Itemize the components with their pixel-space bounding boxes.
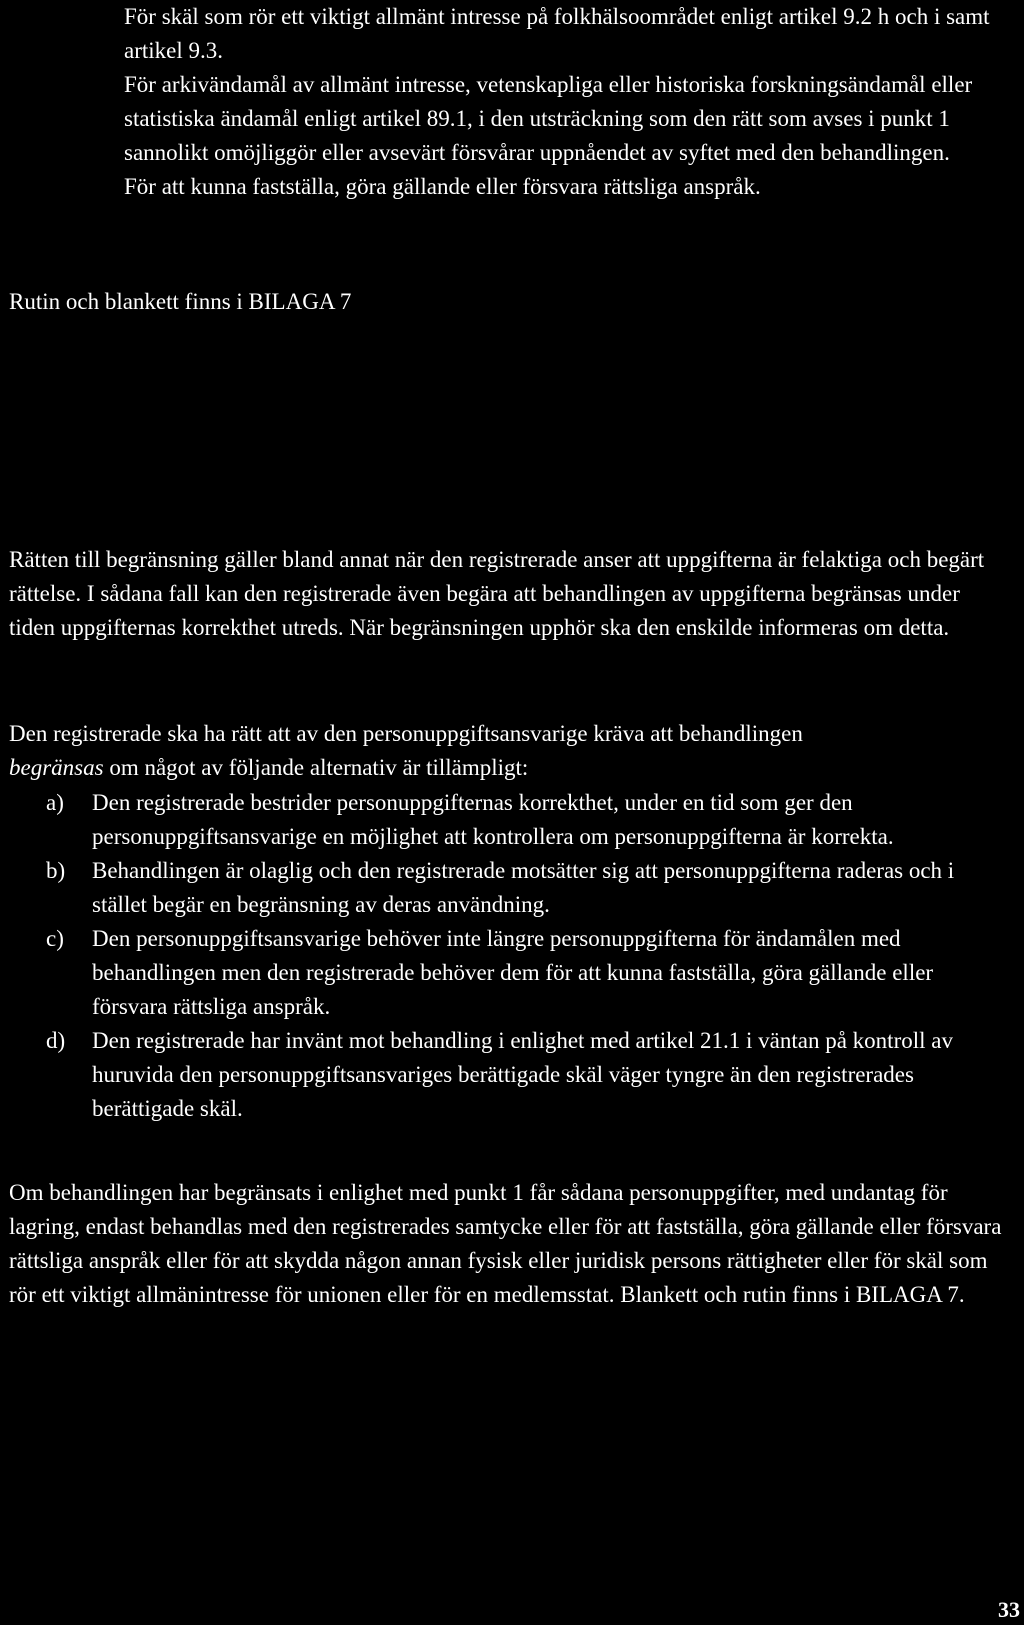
list-item-text: Den personuppgiftsansvarige behöver inte längre personuppgifterna för ändamålen med behandlingen men den registrerade behöver dem för att kunna fastställa, göra gällande eller försvara rättsliga anspråk. — [92, 926, 934, 1019]
list-marker: a) — [46, 790, 64, 815]
intro-text-end: om något av följande alternativ är tillämpligt: — [103, 755, 529, 780]
intro-italic-term: begränsas — [9, 755, 104, 780]
ground-archiving-research: För arkivändamål av allmänt intresse, vetenskapliga eller historiska forskningsändamål eller statistiska ändamål enligt artikel 89.1, i den utsträckning som den rätt som avses i punkt 1 sannolikt omöjliggör eller avsevärt försvårar uppnåendet av syftet med den behandlingen. — [124, 72, 973, 165]
list-item-text: Den registrerade har invänt mot behandling i enlighet med artikel 21.1 i väntan på kontroll av huruvida den personuppgiftsansvariges berättigade skäl väger tyngre än den registrerades berättigade skäl. — [92, 1028, 953, 1121]
list-marker: c) — [46, 926, 64, 951]
list-item-text: Den registrerade bestrider personuppgifternas korrekthet, under en tid som ger den personuppgiftsansvarige en möjlighet att kontrollera om personuppgifterna är korrekta. — [92, 790, 894, 849]
list-item — [0, 1024, 1012, 1126]
page-number: 33 — [998, 1597, 1020, 1622]
closing-paragraph: Om behandlingen har begränsats i enlighet med punkt 1 får sådana personuppgifter, med undantag för lagring, endast behandlas med den registrerades samtycke eller för att fastställa, göra gällande eller försvara rättsliga anspråk eller för att skydda någon annan fysisk eller juridisk persons rättigheter eller för skäl som rör ett viktigt allmänintresse för unionen eller för en medlemsstat. Blankett och rutin finns i BILAGA 7. — [9, 1180, 1002, 1307]
ground-legal-claims: För att kunna fastställa, göra gällande eller försvara rättsliga anspråk. — [124, 174, 761, 199]
ground-public-health: För skäl som rör ett viktigt allmänt intresse på folkhälsoområdet enligt artikel 9.2 h och i samt artikel 9.3. — [124, 4, 990, 63]
restriction-conditions-list — [0, 786, 1024, 1126]
list-item — [0, 854, 1012, 922]
list-item — [0, 922, 1012, 1024]
list-marker: b) — [46, 858, 66, 883]
list-marker: d) — [46, 1028, 66, 1053]
intro-text: Den registrerade ska ha rätt att av den personuppgiftsansvarige kräva att behandlingen — [9, 721, 803, 746]
restriction-paragraph: Rätten till begränsning gäller bland annat när den registrerade anser att uppgifterna är felaktiga och begärt rättelse. I sådana fall kan den registrerade även begära att behandlingen av uppgifterna begränsas under tiden uppgifternas korrekthet utreds. När begränsningen upphör ska den enskilde informeras om detta. — [9, 547, 985, 640]
rutin-reference: Rutin och blankett finns i BILAGA 7 — [9, 289, 352, 314]
list-item-text: Behandlingen är olaglig och den registrerade motsätter sig att personuppgifterna raderas och i stället begär en begränsning av deras användning. — [92, 858, 955, 917]
list-item — [0, 786, 1012, 854]
restriction-intro — [9, 717, 1011, 785]
indented-grounds-block — [124, 0, 1004, 204]
